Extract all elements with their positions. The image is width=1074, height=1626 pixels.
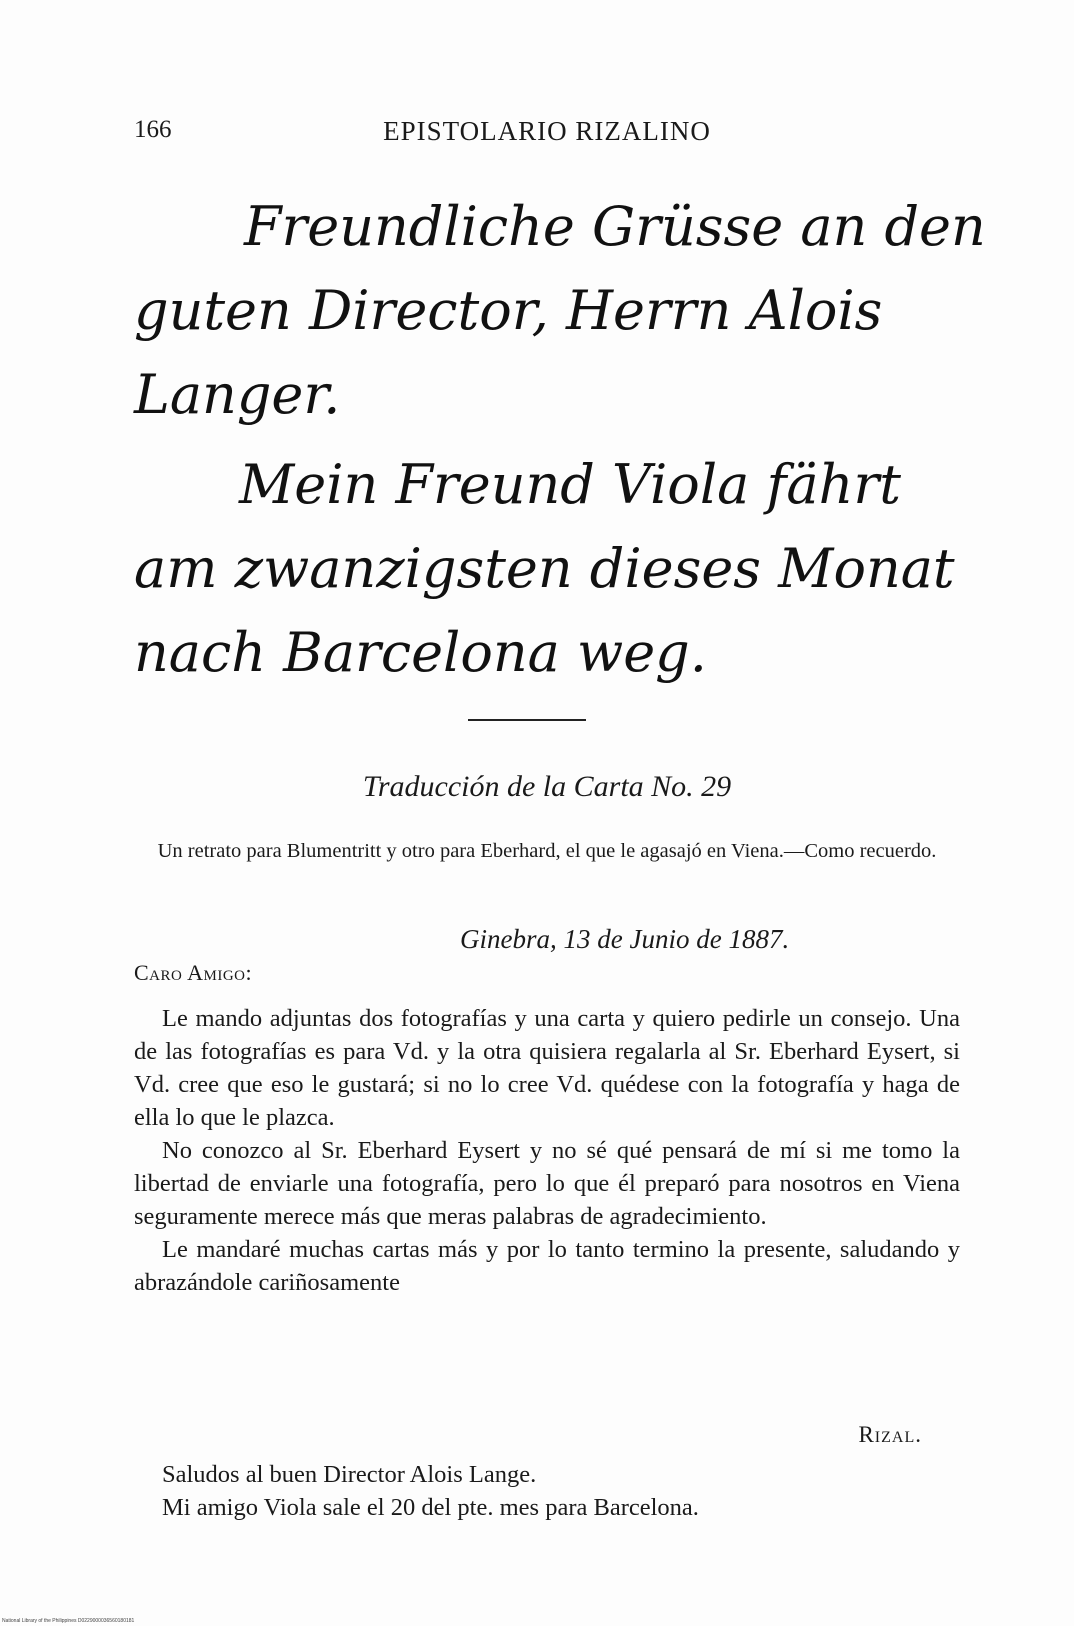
letter-salutation: Caro Amigo: — [134, 960, 253, 985]
letter-postscript — [162, 1458, 699, 1524]
letter-paragraph: Le mando adjuntas dos fotografías y una carta y quiero pedirle un consejo. Una de las fotografías es para Vd. y la otra quisiera regalarla al Sr. Eberhard Eysert, si Vd. cree que eso le gustará; si no lo cree Vd. quédese con la fotografía y haga de ella lo que le plazca. — [134, 1005, 960, 1131]
letter-body — [134, 1002, 960, 1299]
letter-paragraph: Le mandaré muchas cartas más y por lo tanto termino la presente, saludando y abrazándole cariñosamente — [134, 1236, 960, 1296]
handwritten-line: guten Director, Herrn Alois — [134, 279, 883, 342]
letter-dateline: Ginebra, 13 de Junio de 1887. — [460, 924, 790, 954]
translation-title: Traducción de la Carta No. 29 — [362, 770, 732, 803]
page-number: 166 — [134, 116, 172, 143]
handwritten-line: Freundliche Grüsse an den — [244, 195, 986, 258]
scan-credit: National Library of the Philippines D0229000036560180181 — [2, 1618, 135, 1624]
handwritten-line: am zwanzigsten dieses Monat — [134, 537, 955, 600]
postscript-line: Mi amigo Viola sale el 20 del pte. mes para Barcelona. — [162, 1494, 699, 1521]
letter-signature: Rizal. — [858, 1422, 922, 1447]
letter-summary: Un retrato para Blumentritt y otro para Eberhard, el que le agasajó en Viena.—Como recuerdo. — [157, 840, 937, 862]
page-header — [134, 116, 960, 156]
handwritten-line: Langer. — [134, 363, 341, 426]
handwritten-line: Mein Freund Viola fährt — [239, 453, 901, 516]
letter-paragraph: No conozco al Sr. Eberhard Eysert y no sé qué pensará de mí si me tomo la libertad de enviarle una fotografía, pero lo que él preparó para nosotros en Viena seguramente merece más que meras palabras de agradecimiento. — [134, 1137, 960, 1230]
postscript-line: Saludos al buen Director Alois Lange. — [162, 1461, 537, 1488]
running-head: EPISTOLARIO RIZALINO — [383, 116, 711, 146]
section-divider — [468, 719, 586, 721]
handwritten-letter-facsimile — [134, 185, 986, 695]
handwritten-line: nach Barcelona weg. — [134, 621, 707, 684]
